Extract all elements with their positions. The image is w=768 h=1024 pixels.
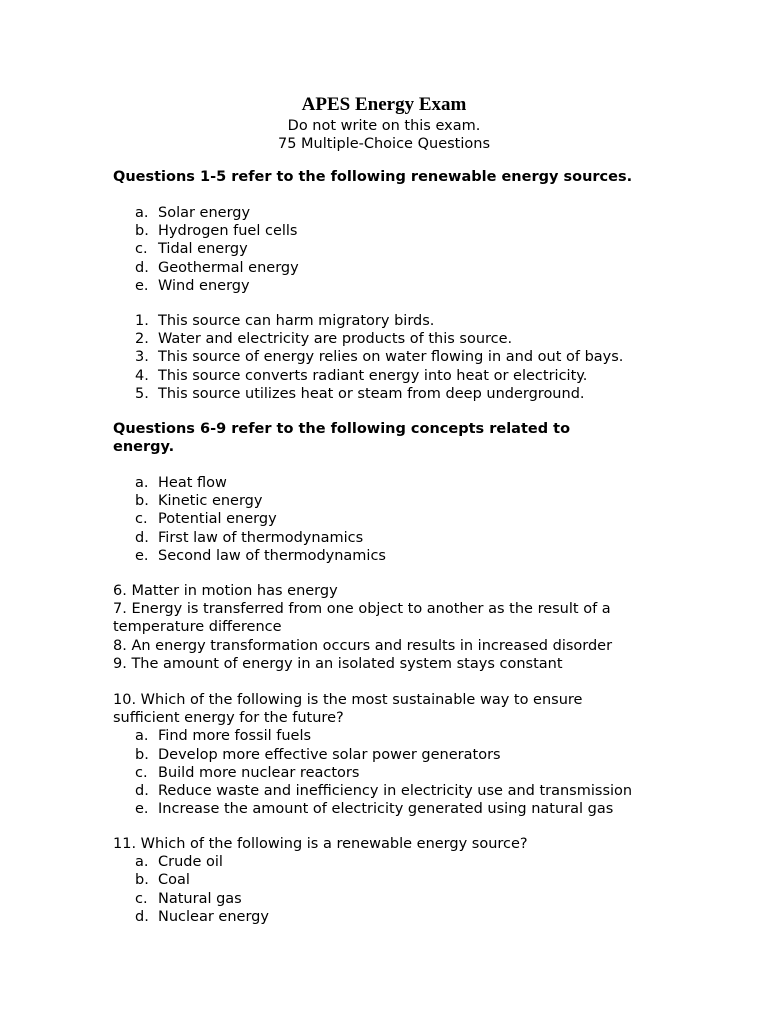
question-10: 10. Which of the following is the most sustainable way to ensure sufficient energy for the future? a. Find more fossil fuels b. Develop more effective solar power generators c. Build more nuclear reactors d. Reduce waste and inefficiency in electricity use and transmission e. Increase the amount of electricity generated using natural gas bbox=[113, 691, 713, 818]
question-2: 2. Water and electricity are products of this source. bbox=[135, 331, 513, 348]
question-10-stem: 10. Which of the following is the most sustainable way to ensure bbox=[113, 692, 583, 708]
section1-heading: Questions 1-5 refer to the following renewable energy sources. bbox=[113, 169, 633, 185]
option-a: a. Heat flow bbox=[135, 475, 227, 491]
question-11-stem: 11. Which of the following is a renewable energy source? bbox=[113, 836, 528, 852]
option-b: b. Hydrogen fuel cells bbox=[135, 223, 298, 240]
question-count: 75 Multiple-Choice Questions bbox=[277, 136, 490, 152]
section1-questions bbox=[113, 312, 673, 403]
option-e: e. Increase the amount of electricity generated using natural gas bbox=[135, 801, 614, 818]
exam-title: APES Energy Exam bbox=[301, 94, 467, 115]
option-c: c. Tidal energy bbox=[135, 241, 248, 258]
option-b: b. Develop more effective solar power generators bbox=[135, 746, 501, 763]
option-b: b. Kinetic energy bbox=[135, 493, 263, 510]
section2-heading: Questions 6-9 refer to the following concepts related to energy. bbox=[113, 421, 571, 456]
section2-options bbox=[113, 474, 673, 565]
option-d: d. Nuclear energy bbox=[135, 908, 269, 925]
question-5: 5. This source utilizes heat or steam from deep underground. bbox=[135, 385, 585, 402]
question-1: 1. This source can harm migratory birds. bbox=[135, 313, 435, 329]
option-a: a. Crude oil bbox=[135, 854, 223, 871]
option-a: a. Solar energy bbox=[135, 205, 251, 221]
exam-note: Do not write on this exam. bbox=[287, 118, 481, 134]
option-b: b. Coal bbox=[135, 872, 190, 889]
section1-options bbox=[113, 204, 673, 295]
question-8: 8. An energy transformation occurs and results in increased disorder bbox=[113, 637, 613, 654]
option-e: e. Second law of thermodynamics bbox=[135, 547, 386, 564]
question-11 bbox=[113, 835, 713, 926]
option-d: d. Geothermal energy bbox=[135, 259, 299, 276]
option-c: c. Build more nuclear reactors bbox=[135, 764, 360, 781]
option-d: d. First law of thermodynamics bbox=[135, 529, 364, 546]
option-a: a. Find more fossil fuels bbox=[135, 728, 312, 745]
question-6: 6. Matter in motion has energy bbox=[113, 583, 338, 599]
option-c: c. Natural gas bbox=[135, 890, 242, 907]
question-3: 3. This source of energy relies on water flowing in and out of bays. bbox=[135, 349, 624, 366]
section2-questions bbox=[113, 582, 713, 673]
question-7: 7. Energy is transferred from one object to another as the result of a temperature difference bbox=[113, 601, 611, 636]
option-e: e. Wind energy bbox=[135, 277, 250, 294]
question-9: 9. The amount of energy in an isolated system stays constant bbox=[113, 655, 563, 672]
option-c: c. Potential energy bbox=[135, 511, 277, 528]
question-4: 4. This source converts radiant energy into heat or electricity. bbox=[135, 367, 588, 384]
option-d: d. Reduce waste and inefficiency in electricity use and transmission bbox=[135, 783, 633, 800]
